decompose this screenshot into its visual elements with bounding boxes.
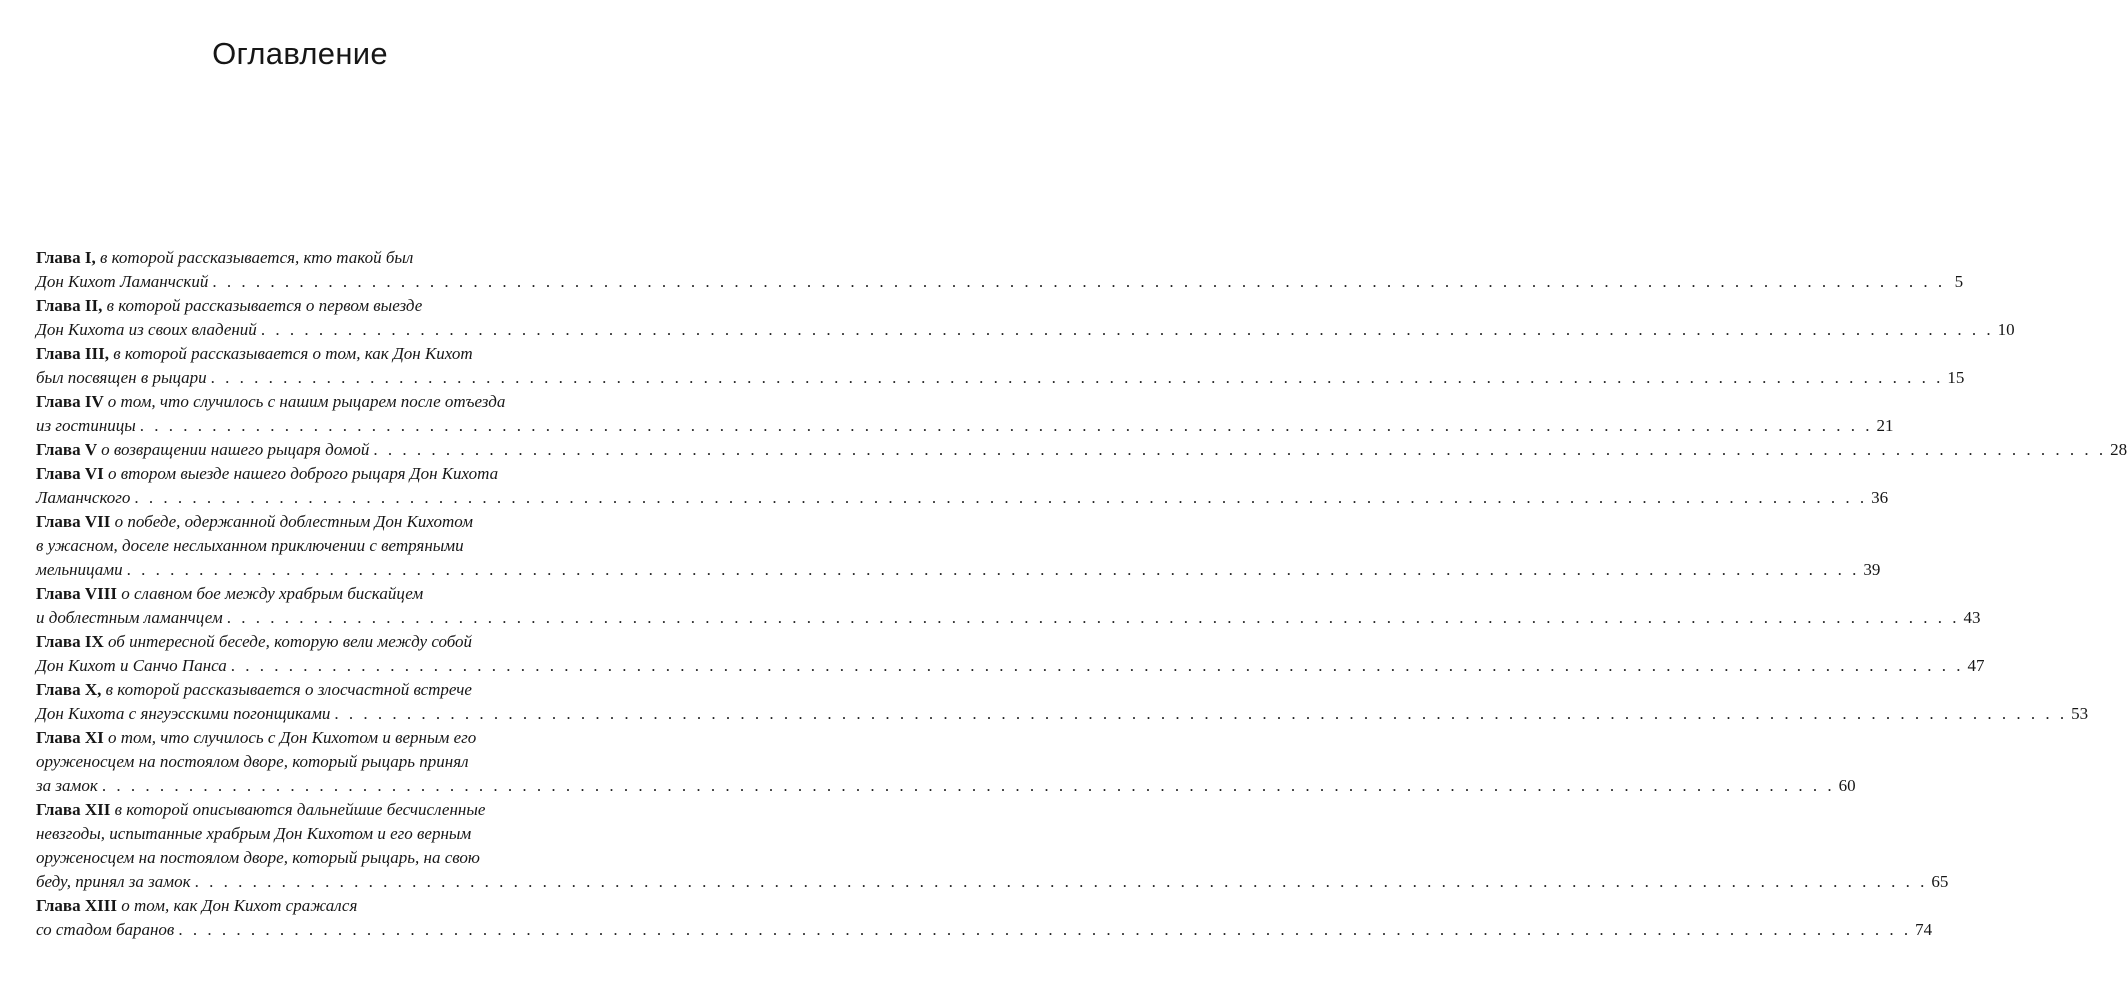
chapter-description: в которой рассказывается, кто такой был <box>99 248 414 267</box>
toc-entry[interactable] <box>36 630 1985 678</box>
dot-leader: . . . . . . . . . . . . . . . . . . . . . . . . . . . . . . . . . . . . . . . . . . . . . . . . . . . . . . . . . . . . . . . . . . . . . . . . . . . . . . . . . . . . . . . . . . . . . . . . . . . . . . . . . . . . . . . . . . . . . . . . <box>210 368 1944 387</box>
chapter-description: о победе, одержанной доблестным Дон Кихотом <box>114 512 474 531</box>
chapter-label: Глава XI <box>36 728 104 747</box>
page-number: 36 <box>1871 488 1889 507</box>
page-title: Оглавление <box>212 36 388 71</box>
toc-entry-text <box>36 366 207 390</box>
toc-list <box>36 246 2127 942</box>
toc-entry-line <box>36 870 1949 894</box>
toc-entry-line <box>36 318 2015 342</box>
chapter-description: об интересной беседе, которую вели между собой <box>108 632 473 651</box>
toc-entry-line <box>36 510 586 534</box>
dot-leader: . . . . . . . . . . . . . . . . . . . . . . . . . . . . . . . . . . . . . . . . . . . . . . . . . . . . . . . . . . . . . . . . . . . . . . . . . . . . . . . . . . . . . . . . . . . . . . . . . . . . . . . . . . . . . . . . . . . . . . . . <box>126 560 1860 579</box>
page-number: 28 <box>2110 440 2127 459</box>
toc-entry-text <box>36 800 485 819</box>
chapter-label: Глава II <box>36 296 99 315</box>
page-number: 74 <box>1915 920 1933 939</box>
toc-entry-text <box>36 870 191 894</box>
chapter-description: в которой описываются дальнейшие бесчисленные <box>114 800 486 819</box>
toc-entry-text <box>36 728 476 747</box>
toc-entry-text <box>36 848 480 867</box>
dot-leader: . . . . . . . . . . . . . . . . . . . . . . . . . . . . . . . . . . . . . . . . . . . . . . . . . . . . . . . . . . . . . . . . . . . . . . . . . . . . . . . . . . . . . . . . . . . . . . . . . . . . . . . . . . . . . . . . . . . . . . . . <box>178 920 1912 939</box>
toc-entry-text <box>36 414 136 438</box>
chapter-description: Дон Кихота с янгуэсскими погонщиками <box>36 704 331 723</box>
toc-entry-text <box>36 536 464 555</box>
toc-entry-line <box>36 798 586 822</box>
chapter-description: и доблестным ламанчцем <box>36 608 223 627</box>
chapter-description: о возвращении нашего рыцаря домой <box>101 440 370 459</box>
toc-entry[interactable] <box>36 582 1981 630</box>
toc-entry-text <box>36 248 413 267</box>
chapter-label: Глава VII <box>36 512 111 531</box>
toc-entry-text <box>36 318 257 342</box>
toc-entry-line <box>36 534 586 558</box>
toc-entry[interactable] <box>36 390 1894 438</box>
toc-entry[interactable] <box>36 438 2127 462</box>
page-number: 47 <box>1967 656 1985 675</box>
chapter-description: мельницами <box>36 560 123 579</box>
toc-entry-line <box>36 678 586 702</box>
toc-entry-line <box>36 390 586 414</box>
toc-entry[interactable] <box>36 342 1965 390</box>
toc-entry-text <box>36 464 498 483</box>
toc-entry-text <box>36 702 330 726</box>
toc-entry-text <box>36 344 473 363</box>
dot-leader: . . . . . . . . . . . . . . . . . . . . . . . . . . . . . . . . . . . . . . . . . . . . . . . . . . . . . . . . . . . . . . . . . . . . . . . . . . . . . . . . . . . . . . . . . . . . . . . . . . . . . . . . . . . . . . . . . . . . . . . . <box>230 656 1964 675</box>
toc-entry-text <box>36 558 123 582</box>
chapter-label: Глава X <box>36 680 98 699</box>
toc-entry-line <box>36 750 586 774</box>
chapter-description: из гостиницы <box>36 416 136 435</box>
toc-entry-line <box>36 846 586 870</box>
chapter-description: был посвящен в рыцари <box>36 368 207 387</box>
chapter-description: о том, что случилось с Дон Кихотом и верным его <box>108 728 477 747</box>
toc-entry-line <box>36 462 586 486</box>
dot-leader: . . . . . . . . . . . . . . . . . . . . . . . . . . . . . . . . . . . . . . . . . . . . . . . . . . . . . . . . . . . . . . . . . . . . . . . . . . . . . . . . . . . . . . . . . . . . . . . . . . . . . . . . . . . . . . . . . . . . . . . . <box>260 320 1994 339</box>
toc-entry-text <box>36 824 471 843</box>
chapter-description: Дон Кихот Ламанчский <box>36 272 209 291</box>
dot-leader: . . . . . . . . . . . . . . . . . . . . . . . . . . . . . . . . . . . . . . . . . . . . . . . . . . . . . . . . . . . . . . . . . . . . . . . . . . . . . . . . . . . . . . . . . . . . . . . . . . . . . . . . . . . . . . . . . . . . . . . . <box>226 608 1960 627</box>
toc-entry-text <box>36 774 98 798</box>
dot-leader: . . . . . . . . . . . . . . . . . . . . . . . . . . . . . . . . . . . . . . . . . . . . . . . . . . . . . . . . . . . . . . . . . . . . . . . . . . . . . . . . . . . . . . . . . . . . . . . . . . . . . . . . . . . . . . . . . . . . . . . . <box>134 488 1868 507</box>
toc-entry-line <box>36 822 586 846</box>
toc-entry-text <box>36 512 473 531</box>
toc-entry-line <box>36 654 1985 678</box>
chapter-description: в которой рассказывается о том, как Дон Кихот <box>113 344 473 363</box>
dot-leader: . . . . . . . . . . . . . . . . . . . . . . . . . . . . . . . . . . . . . . . . . . . . . . . . . . . . . . . . . . . . . . . . . . . . . . . . . . . . . . . . . . . . . . . . . . . . . . . . . . . . . . . . . . . . . . . . . . . . . . . . <box>139 416 1873 435</box>
chapter-description: о славном бое между храбрым бискайцем <box>121 584 424 603</box>
toc-entry-text <box>36 918 174 942</box>
chapter-description: Ламанчского <box>36 488 131 507</box>
toc-entry-line <box>36 894 586 918</box>
toc-entry-line <box>36 702 2089 726</box>
toc-entry[interactable] <box>36 798 1949 894</box>
chapter-description: Дон Кихот и Санчо Панса <box>36 656 227 675</box>
chapter-label: Глава XIII <box>36 896 117 915</box>
chapter-label-separator: , <box>91 248 100 267</box>
page-number: 43 <box>1963 608 1981 627</box>
toc-entry-line <box>36 246 586 270</box>
toc-entry-text <box>36 654 227 678</box>
toc-entry[interactable] <box>36 294 2015 342</box>
toc-entry-line <box>36 558 1881 582</box>
toc-entry-text <box>36 584 423 603</box>
toc-entry-line <box>36 774 1856 798</box>
chapter-description: невзгоды, испытанные храбрым Дон Кихотом и его верным <box>36 824 472 843</box>
toc-entry-line <box>36 294 586 318</box>
chapter-description: Дон Кихота из своих владений <box>36 320 257 339</box>
chapter-description: о том, как Дон Кихот сражался <box>121 896 358 915</box>
page-number: 21 <box>1876 416 1894 435</box>
toc-entry-line <box>36 270 1964 294</box>
chapter-label-separator: , <box>104 344 114 363</box>
chapter-label: Глава IV <box>36 392 104 411</box>
toc-entry-text <box>36 438 369 462</box>
toc-entry-line <box>36 606 1981 630</box>
chapter-label-separator: , <box>98 296 107 315</box>
dot-leader: . . . . . . . . . . . . . . . . . . . . . . . . . . . . . . . . . . . . . . . . . . . . . . . . . . . . . . . . . . . . . . . . . . . . . . . . . . . . . . . . . . . . . . . . . . . . . . . . . . . . . . . . . . . . . . . . . . . . . . . . <box>334 704 2068 723</box>
chapter-label: Глава XII <box>36 800 111 819</box>
dot-leader: . . . . . . . . . . . . . . . . . . . . . . . . . . . . . . . . . . . . . . . . . . . . . . . . . . . . . . . . . . . . . . . . . . . . . . . . . . . . . . . . . . . . . . . . . . . . . . . . . . . . . . . . . . . . . . . . . . . . . . . . <box>101 776 1835 795</box>
toc-entry[interactable] <box>36 462 1889 510</box>
chapter-description: оруженосцем на постоялом дворе, который рыцарь принял <box>36 752 469 771</box>
chapter-description: в которой рассказывается о первом выезде <box>106 296 423 315</box>
page-number: 5 <box>1954 272 1964 291</box>
toc-entry-text <box>36 896 357 915</box>
page-number: 39 <box>1863 560 1881 579</box>
chapter-description: о том, что случилось с нашим рыцарем после отъезда <box>107 392 506 411</box>
chapter-description: беду, принял за замок <box>36 872 191 891</box>
chapter-label: Глава I <box>36 248 92 267</box>
toc-entry-line <box>36 414 1894 438</box>
page-number: 53 <box>2071 704 2089 723</box>
page-number: 10 <box>1997 320 2015 339</box>
toc-entry-line <box>36 582 586 606</box>
toc-entry-line <box>36 486 1889 510</box>
chapter-label: Глава VI <box>36 464 104 483</box>
toc-entry-line <box>36 366 1965 390</box>
chapter-label: Глава IX <box>36 632 104 651</box>
toc-entry-line <box>36 438 2127 462</box>
page-number: 65 <box>1931 872 1949 891</box>
dot-leader: . . . . . . . . . . . . . . . . . . . . . . . . . . . . . . . . . . . . . . . . . . . . . . . . . . . . . . . . . . . . . . . . . . . . . . . . . . . . . . . . . . . . . . . . . . . . . . . . . . . . . . . . . . . . . . . . . . . . . . . . <box>194 872 1928 891</box>
chapter-label: Глава VIII <box>36 584 117 603</box>
toc-entry[interactable] <box>36 894 1933 942</box>
chapter-label-separator: , <box>97 680 106 699</box>
chapter-description: в ужасном, доселе неслыханном приключении с ветряными <box>36 536 464 555</box>
chapter-label: Глава V <box>36 440 97 459</box>
dot-leader: . . . . . . . . . . . . . . . . . . . . . . . . . . . . . . . . . . . . . . . . . . . . . . . . . . . . . . . . . . . . . . . . . . . . . . . . . . . . . . . . . . . . . . . . . . . . . . . . . . . . . . . . . . . . . . . . . . . . . . . . <box>212 272 1946 291</box>
page-number: 60 <box>1838 776 1856 795</box>
toc-entry-line <box>36 630 586 654</box>
chapter-description: со стадом баранов <box>36 920 175 939</box>
toc-entry-text <box>36 752 469 771</box>
toc-entry-line <box>36 342 586 366</box>
page-number: 15 <box>1947 368 1965 387</box>
toc-entry-line <box>36 726 586 750</box>
toc-entry[interactable] <box>36 246 1964 294</box>
toc-entry-text <box>36 270 208 294</box>
toc-entry-text <box>36 392 505 411</box>
chapter-description: о втором выезде нашего доброго рыцаря Дон Кихота <box>108 464 499 483</box>
toc-entry-text <box>36 606 223 630</box>
toc-entry-text <box>36 680 472 699</box>
toc-entry[interactable] <box>36 510 1881 582</box>
chapter-description: в которой рассказывается о злосчастной встрече <box>105 680 472 699</box>
toc-entry[interactable] <box>36 726 1856 798</box>
toc-entry-text <box>36 296 422 315</box>
chapter-label: Глава III <box>36 344 105 363</box>
chapter-description: за замок <box>36 776 98 795</box>
toc-entry-text <box>36 632 472 651</box>
dot-leader: . . . . . . . . . . . . . . . . . . . . . . . . . . . . . . . . . . . . . . . . . . . . . . . . . . . . . . . . . . . . . . . . . . . . . . . . . . . . . . . . . . . . . . . . . . . . . . . . . . . . . . . . . . . . . . . . . . . . . . . . <box>373 440 2107 459</box>
chapter-description: оруженосцем на постоялом дворе, который рыцарь, на свою <box>36 848 480 867</box>
toc-entry-text <box>36 486 130 510</box>
toc-entry-line <box>36 918 1933 942</box>
toc-entry[interactable] <box>36 678 2089 726</box>
